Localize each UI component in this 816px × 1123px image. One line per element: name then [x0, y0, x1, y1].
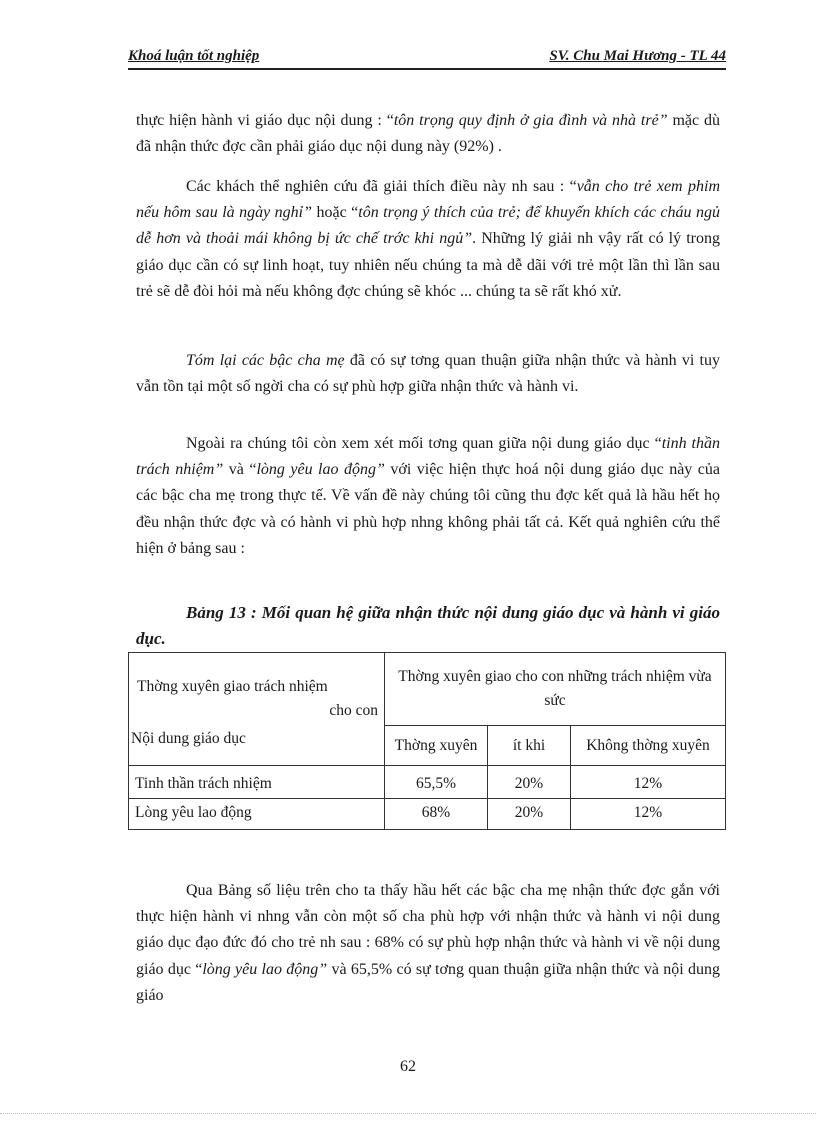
table-row	[129, 799, 726, 830]
p4-quote-2: lòng yêu lao động”	[256, 461, 385, 479]
p5-text-c: và 65,5% có sự tơng quan thuận giữa nhận thức và nội dung giáo	[136, 960, 720, 1004]
paragraph-2	[136, 174, 720, 305]
col-header-1: Thờng xuyên	[385, 726, 488, 766]
p2-text-a: Các khách thể nghiên cứu đã giải thích điều này nh sau : “	[186, 178, 577, 195]
page-header	[128, 46, 726, 70]
header-right-author: SV. Chu Mai Hương - TL 44	[549, 48, 726, 64]
page-number: 62	[400, 1058, 416, 1075]
paragraph-1	[136, 108, 720, 160]
p4-text-e: với việc hiện thực hoá nội dung giáo dục này của các bậc cha mẹ trong thực tế. Về vấn đề này chúng tôi cũng thu đợc kết quả là hầu hết họ đều nhận thức đợc và có hành vi phù hợp nhng không phải tất cả. Kết quả nghiên cứu thể hiện ở bảng sau :	[136, 461, 720, 557]
corner-top-label-2: cho con	[329, 702, 378, 719]
p5-quote: lòng yêu lao động”	[202, 960, 328, 978]
p1-text-a: thực hiện hành vi giáo dục nội dung : “	[136, 112, 394, 129]
p4-text-a: Ngoài ra chúng tôi còn xem xét mối tơng quan giữa nội dung giáo dục “	[186, 435, 662, 452]
paragraph-5	[136, 878, 720, 1009]
table-row	[129, 766, 726, 799]
paragraph-4	[136, 431, 720, 562]
p3-lead: Tóm lại các bậc cha mẹ	[186, 352, 345, 369]
p2-text-c: hoặc “	[312, 204, 359, 222]
row-label: Lòng yêu lao động	[129, 799, 385, 830]
row-label: Tinh thần trách nhiệm	[129, 766, 385, 799]
table-corner-cell	[129, 653, 385, 766]
table-caption: Bảng 13 : Mối quan hệ giữa nhận thức nội dung giáo dục và hành vi giáo dục.	[136, 603, 720, 648]
p5-text-a: Qua Bảng số liệu trên cho ta thấy hầu hết các bậc cha mẹ nhận thức đợc gắn với thực hiện hành vi nhng vẫn còn một số cha phù hợp với nhận thức và hành vi nội dung giáo dục đạo đức đó cho trẻ nh sau : 68% có sự phù hợp nhận thức và hành vi về nội dung giáo dục “	[136, 882, 720, 978]
data-table	[128, 652, 726, 830]
row-value: 12%	[571, 799, 726, 830]
p2-quote-1: vẫn cho trẻ xem phim nếu hôm sau là ngày nghỉ”	[136, 178, 720, 222]
corner-top-label: Thờng xuyên giao trách nhiệm	[137, 678, 328, 695]
p4-text-c: và “	[223, 461, 257, 479]
row-value: 12%	[571, 766, 726, 799]
header-left-title: Khoá luận tốt nghiệp	[128, 48, 260, 64]
group-header: Thờng xuyên giao cho con những trách nhiệm vừa sức	[385, 653, 726, 726]
p1-quote: tôn trọng quy định ở gia đình và nhà trẻ”	[393, 112, 668, 129]
paragraph-3	[136, 348, 720, 400]
p2-text-e: . Những lý giải nh vậy rất có lý trong giáo dục cần có sự linh hoạt, tuy nhiên nếu chúng ta mà dễ dãi với trẻ một lần thì lần sau trẻ sẽ dễ đòi hỏi mà nếu không đợc chúng sẽ khóc ... chúng ta sẽ rất khó xử.	[136, 230, 720, 300]
p1-text-c: mặc dù đã nhận thức đợc cần phải giáo dục nội dung này (92%) .	[136, 112, 720, 156]
p4-quote-1: tinh thần trách nhiệm”	[136, 435, 720, 479]
row-value: 68%	[385, 799, 488, 830]
p2-quote-2: tôn trọng ý thích của trẻ; để khuyến khích các cháu ngủ dễ hơn và thoải mái không bị ức chế trớc khi ngủ”	[136, 204, 720, 248]
page-bottom-divider	[0, 1113, 816, 1114]
col-header-2: ít khi	[488, 726, 571, 766]
corner-bottom-label: Nội dung giáo dục	[131, 730, 246, 747]
row-value: 20%	[488, 799, 571, 830]
row-value: 20%	[488, 766, 571, 799]
col-header-3: Không thờng xuyên	[571, 726, 726, 766]
p3-text: đã có sự tơng quan thuận giữa nhận thức và hành vi tuy vẫn tồn tại một số ngời cha có sự phù hợp giữa nhận thức và hành vi.	[136, 352, 721, 396]
row-value: 65,5%	[385, 766, 488, 799]
